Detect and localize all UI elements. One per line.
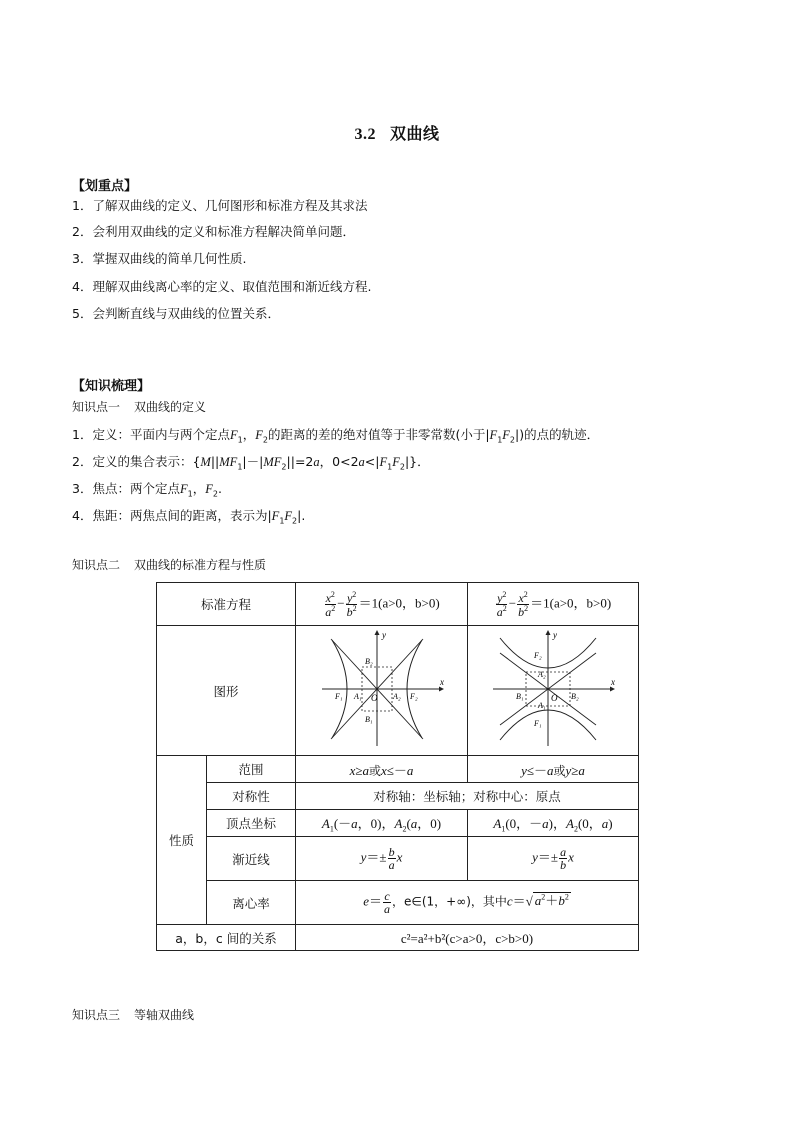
kp1-item-3: 3．焦点：两个定点$F_1$，$F_2$. [72,481,222,499]
label-origin: O [370,693,377,703]
kp3-heading [72,1006,194,1023]
kp1-item-2-mid2: ，0<2 [319,454,359,469]
label-range: 范围 [207,756,296,783]
vertex-vertical: $A_1(0$，－a)，$A_2(0$，a) [468,810,639,837]
kp1-item-1: 1．定义：平面内与两个定点$F_1$，$F_2$的距离的差的绝对值等于非零常数(小于$|F_1F_2|$)的点的轨迹． [72,427,600,445]
kp1-item-3-prefix: 3．焦点：两个定点 [72,481,180,496]
label-f2: F₂ [409,692,418,701]
kp1-item-4: 4．焦距：两焦点间的距离，表示为$|F_1F_2|$. [72,508,306,526]
label-eccentricity: 离心率 [207,881,296,925]
kp1-item-2-mid: =2 [294,454,314,469]
kp3-label: 知识点三 [72,1008,121,1022]
kp2-label: 知识点二 [72,558,121,572]
label-standard-equation: 标准方程 [157,583,296,626]
page-title [0,121,794,144]
label-graph: 图形 [157,626,296,756]
label-properties-group: 性质 [157,756,207,925]
label-b2: B₂ [364,657,373,666]
symmetry-value: 对称轴：坐标轴；对称中心：原点 [296,783,639,810]
graph-horizontal-cell [296,626,468,756]
label-a2: A₂ [392,692,401,701]
eccentricity-range: ，e∈(1，+∞)，其中 [391,894,507,909]
label-a1: A₁ [353,692,362,701]
label-a1: A₁ [538,701,546,710]
label-vertex: 顶点坐标 [207,810,296,837]
kp1-item-2: 2．定义的集合表示：{$M||MF_1|-|MF_2||=2a$，$0<2a<|F_1F_2|$}． [72,454,430,472]
kp1-item-2-suffix: |}． [404,454,430,469]
equation-vertical-cond: (a>0，b>0) [549,594,612,610]
table-row-range [157,756,639,783]
graph-vertical-hyperbola [488,628,618,750]
label-asymptote: 渐近线 [207,837,296,881]
label-symmetry: 对称性 [207,783,296,810]
x-axis-arrow [439,687,444,692]
knowledge-heading: 【知识梳理】 [72,379,151,394]
equation-vertical: $\frac{y^2}{a^2}$ − $\frac{x^2}{b^2}$ ＝1(a>0，b>0) [468,583,639,626]
table-row-asymptote [157,837,639,881]
label-x: x [439,677,444,687]
kp1-item-1-mid: 的距离的差的绝对值等于非零常数(小于| [267,427,490,442]
x-axis-arrow [610,687,615,692]
title-number: 3.2 [354,126,376,143]
range-horizontal: x≥a或x≤－a [296,756,468,783]
kp1-item-1-suffix: |)的点的轨迹． [515,427,600,442]
equation-horizontal: $\frac{x^2}{a^2}$ − $\frac{y^2}{b^2}$ ＝1(a>0，b>0) [296,583,468,626]
label-x: x [611,677,615,687]
label-a2: A₂ [538,670,546,679]
range-horizontal-or: 或 [368,763,381,778]
equation-horizontal-cond: (a>0，b>0) [378,594,440,610]
graph-horizontal-hyperbola [317,628,447,750]
label-relation: a，b，c 间的关系 [157,925,296,951]
label-f2: F₂ [534,651,542,660]
table-row-eccentricity [157,881,639,925]
y-axis-arrow [374,630,379,635]
kp2-name: 双曲线的标准方程与性质 [134,558,267,572]
range-vertical-or: 或 [553,763,566,778]
vertex-horizontal: $A_1(-a$，0)，$A_2(a$，0) [296,810,468,837]
kp1-heading [72,398,206,415]
eccentricity-value: e＝ $\frac{c}{a}$ ，e∈(1，+∞)，其中c＝√ $a^2+b^2$ [296,881,639,925]
key-points-heading: 【划重点】 [72,179,138,194]
key-point-2: 2．会利用双曲线的定义和标准方程解决简单问题． [72,224,355,239]
label-y: y [381,630,386,640]
kp3-name: 等轴双曲线 [134,1008,195,1022]
range-vertical: y≤－a或y≥a [468,756,639,783]
y-axis-arrow [546,630,551,635]
label-b2: B₂ [571,692,579,701]
table-row-symmetry [157,783,639,810]
label-origin: O [551,693,558,703]
label-y: y [553,630,557,640]
asymptote-vertical: y＝± $\frac{a}{b}$ x [468,837,639,881]
graph-vertical-cell [468,626,639,756]
table-row-graph [157,626,639,756]
hyperbola-properties-table [156,582,639,951]
table-row-vertex [157,810,639,837]
relation-value: c²=a²+b²(c>a>0，c>b>0) [296,925,639,951]
label-b1: B₁ [516,692,524,701]
kp2-heading [72,556,266,573]
label-f1: F₁ [334,692,343,701]
label-b1: B₁ [364,715,373,724]
kp1-name: 双曲线的定义 [134,400,207,414]
kp1-label: 知识点一 [72,400,121,414]
kp1-item-1-prefix: 1．定义：平面内与两个定点 [72,427,230,442]
kp1-item-2-prefix: 2．定义的集合表示：{ [72,454,201,469]
title-text: 双曲线 [389,124,440,143]
label-f1: F₁ [534,719,542,728]
kp1-item-4-prefix: 4．焦距：两焦点间的距离，表示为| [72,508,272,523]
key-point-5: 5．会判断直线与双曲线的位置关系． [72,306,280,321]
key-point-1: 1．了解双曲线的定义、几何图形和标准方程及其求法 [72,198,368,213]
key-point-4: 4．理解双曲线离心率的定义、取值范围和渐近线方程. [72,279,372,294]
table-row-relation [157,925,639,951]
asymptote-horizontal: y＝± $\frac{b}{a}$ x [296,837,468,881]
key-point-3: 3．掌握双曲线的简单几何性质. [72,251,247,266]
table-row-standard-equation [157,583,639,626]
